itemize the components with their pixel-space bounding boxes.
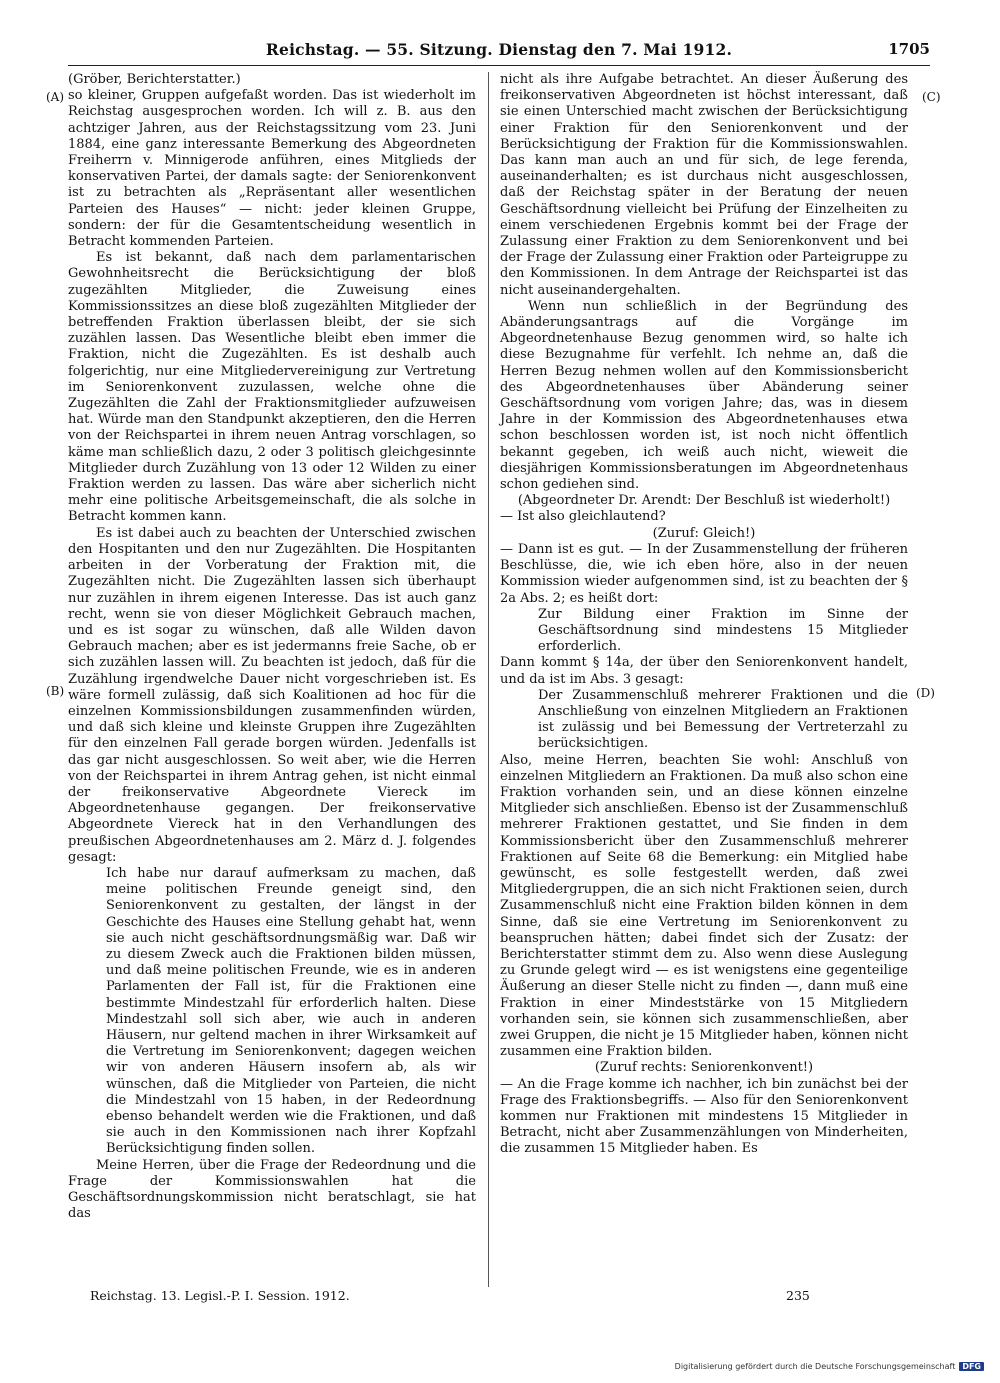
page-header xyxy=(68,40,930,66)
page-number: 1705 xyxy=(888,40,930,58)
right-column xyxy=(500,72,908,1158)
right-column-paragraph: Der Zusammenschluß mehrerer Fraktionen und die Anschließung von einzelnen Mitgliedern an Fraktionen ist zulässig und bei Bemessung der Vertreterzahl zu berücksichtigen. xyxy=(538,687,908,752)
left-column-paragraph: Meine Herren, über die Frage der Redeordnung und die Frage der Kommissionswahlen hat die Geschäftsordnungskommission nicht beratschlagt, sie hat das xyxy=(68,1157,476,1222)
right-column-paragraph: Wenn nun schließlich in der Begründung des Abänderungsantrags auf die Vorgänge im Abgeordnetenhause Bezug genommen wird, so halte ich diese Bezugnahme für verfehlt. Ich nehme an, daß die Herren Bezug nehmen wollen auf den Kommissionsbericht des Abgeordnetenhauses über Abänderung seiner Geschäftsordnung vom vorigen Jahre; das, was in diesem Jahre in der Kommission des Abgeordnetenhauses etwa schon beschlossen worden ist, ist noch nicht öffentlich bekannt gegeben, ich weiß auch nicht, wieweit die diesjährigen Kommissionsberatungen im Abgeordnetenhaus schon gediehen sind. xyxy=(500,298,908,493)
margin-label-b: (B) xyxy=(46,684,65,698)
right-column-paragraph: nicht als ihre Aufgabe betrachtet. An dieser Äußerung des freikonservativen Abgeordneten ist höchst interessant, daß sie einen Unterschied macht zwischen der Berücksichtigung einer Fraktion für den Seniorenkonvent und der Berücksichtigung der Fraktion für die Kommissionswahlen. Das kann man auch an und für sich, de lege ferenda, auseinanderhalten; es ist durchaus nicht ausgeschlossen, daß der Reichstag später in der Beratung der neuen Geschäftsordnung vielleicht bei Prüfung der Einzelheiten zu einem verschiedenen Ergebnis kommt bei der Frage der Zulassung einer Fraktion zu dem Seniorenkonvent und bei der Frage der Zulassung einer Fraktion oder Parteigruppe zu den Kommissionen. In dem Antrage der Reichspartei ist das nicht auseinandergehalten. xyxy=(500,72,908,298)
left-column-paragraph: Es ist bekannt, daß nach dem parlamentarischen Gewohnheitsrecht die Berücksichtigung der bloß zugezählten Mitglieder, die Zuweisung eines Kommissionssitzes an diese bloß zugezählten Mitglieder der betreffenden Fraktion überlassen bleibt, der sie sich zuzählen lassen. Das Wesentliche bleibt eben immer die Fraktion, nicht die Zugezählten. Es ist deshalb auch folgerichtig, nur eine Mitgliedervereinigung zur Vertretung im Seniorenkonvent zuzulassen, welche ohne die Zugezählten die Zahl der Fraktionsmitglieder aufzuweisen hat. Würde man den Standpunkt akzeptieren, den die Herren von der Reichspartei in ihrem neuen Antrag vorschlagen, so käme man schließlich dazu, 2 oder 3 politisch gleichgesinnte Mitglieder durch Zuzählung von 13 oder 12 Wilden zu einer Fraktion werden zu lassen. Das wäre aber sicherlich nicht mehr eine politische Arbeitsgemeinschaft, die als solche in Betracht kommen kann. xyxy=(68,250,476,525)
right-column-paragraph: — Dann ist es gut. — In der Zusammenstellung der früheren Beschlüsse, die, wie ich eben höre, also in der neuen Kommission wieder aufgenommen sind, ist zu beachten der § 2a Abs. 2; es heißt dort: xyxy=(500,541,908,606)
right-column-paragraph: — An die Frage komme ich nachher, ich bin zunächst bei der Frage des Fraktionsbegriffs. — Also für den Seniorenkonvent kommen nur Fraktionen mit mindestens 15 Mitglieder in Betracht, nicht aber Zusammenzählungen von Minderheiten, die zusammen 15 Mitglieder haben. Es xyxy=(500,1076,908,1157)
right-column-paragraph: Zur Bildung einer Fraktion im Sinne der Geschäftsordnung sind mindestens 15 Mitglieder erforderlich. xyxy=(538,606,908,655)
column-divider xyxy=(488,72,489,1287)
margin-label-d: (D) xyxy=(916,686,935,700)
running-title: Reichstag. — 55. Sitzung. Dienstag den 7. Mai 1912. xyxy=(265,40,733,59)
left-column-paragraph: Ich habe nur darauf aufmerksam zu machen, daß meine politischen Freunde geneigt sind, den Seniorenkonvent zu gestalten, der längst in der Geschichte des Hauses eine Stellung gehabt hat, wenn sie auch nicht geschäftsordnungsmäßig war. Daß wir zu diesem Zweck auch die Fraktionen bilden müssen, und daß meine politischen Freunde, wie es in anderen Parlamenten der Fall ist, für die Fraktionen eine bestimmte Mindestzahl für erforderlich halten. Diese Mindestzahl soll sich aber, wie auch in anderen Häusern, nur geltend machen in ihrer Wirksamkeit auf die Vertretung im Seniorenkonvent; dagegen weichen wir von anderen Häusern insofern ab, als wir wünschen, daß die Mitglieder von Parteien, die nicht die Mindestzahl von 15 haben, in der Redeordnung ebenso behandelt werden wie die Fraktionen, und daß sie auch in den Kommissionen nach ihrer Kopfzahl Berücksichtigung finden sollen. xyxy=(106,865,476,1157)
margin-label-a: (A) xyxy=(46,90,65,104)
right-column-paragraph: Also, meine Herren, beachten Sie wohl: Anschluß von einzelnen Mitgliedern an Fraktionen. Da muß also schon eine Fraktion vorhanden sein, und an diese können einzelne Mitglieder sich anschließen. Ebenso ist der Zusammenschluß mehrerer Fraktionen gestattet, und Sie finden in dem Kommissionsbericht über den Zusammenschluß mehrerer Fraktionen auf Seite 68 die Bemerkung: ein Mitglied habe gewünscht, es solle festgestellt werden, daß zwei Mitgliedergruppen, die an sich nicht Fraktionen seien, durch Zusammenschluß nicht eine Fraktion bilden können in dem Sinne, daß sie eine Vertretung im Seniorenkonvent zu beanspruchen hätten; dabei findet sich der Zusatz: der Berichterstatter stimmt dem zu. Also wenn diese Auslegung zu Grunde gelegt wird — es ist wenigstens eine gegenteilige Äußerung an dieser Stelle nicht zu finden —, dann muß eine Fraktion in einer Mindeststärke von 15 Mitgliedern vorhanden sein, sie können sich zusammenschließen, aber zwei Gruppen, die nicht je 15 Mitglieder haben, können nicht zusammen eine Fraktion bilden. xyxy=(500,752,908,1060)
header-rule xyxy=(68,65,930,66)
footer-session-info: Reichstag. 13. Legisl.-P. I. Session. 1912. xyxy=(90,1288,350,1303)
left-column-paragraph: so kleiner, Gruppen aufgefaßt worden. Das ist wiederholt im Reichstag ausgesprochen worden. Ich will z. B. aus den achtziger Jahren, aus der Reichstagssitzung vom 23. Juni 1884, eine ganz interessante Bemerkung des Abgeordneten Freiherrn v. Minnigerode anführen, eines Mitglieds der konservativen Partei, der damals sagte: der Seniorenkonvent ist zu betrachten als „Repräsentant aller wesentlichen Parteien des Hauses“ — nicht: jeder kleinen Gruppe, sondern: der für die Gesamtentscheidung wesentlich in Betracht kommenden Parteien. xyxy=(68,88,476,250)
right-column-paragraph: Dann kommt § 14a, der über den Seniorenkonvent handelt, und da ist im Abs. 3 gesagt: xyxy=(500,655,908,687)
right-column-paragraph: (Abgeordneter Dr. Arendt: Der Beschluß ist wiederholt!) xyxy=(517,493,891,509)
digitization-note: Digitalisierung gefördert durch die Deutsche Forschungsgemeinschaft xyxy=(674,1362,956,1371)
left-column-paragraph: Es ist dabei auch zu beachten der Unterschied zwischen den Hospitanten und den nur Zugezählten. Die Hospitanten arbeiten in der Vorberatung der Fraktion mit, die Zugezählten nicht. Die Zugezählten lassen sich überhaupt nur zuzählen in ihrem eigenen Interesse. Das ist auch ganz recht, wenn sie von dieser Möglichkeit Gebrauch machen, und es ist sogar zu wünschen, daß alle Wilden davon Gebrauch machen; aber es ist jedermanns freie Sache, ob er sich zuzählen lassen will. Zu beachten ist jedoch, daß für die Zuzählung irgendwelche Dauer nicht vorgeschrieben ist. Es wäre formell zulässig, daß sich Koalitionen ad hoc für die einzelnen Kommissionsbildungen zusammenfinden würden, und daß sich kleine und kleinste Gruppen ihre Zugezählten für den einzelnen Fall gerade borgen würden. Jedenfalls ist das gar nicht ausgeschlossen. So weit aber, wie die Herren von der Reichspartei in ihrem Antrag gehen, ist nicht einmal der freikonservative Abgeordnete Viereck im Abgeordnetenhause gegangen. Der freikonservative Abgeordnete Viereck hat in den Verhandlungen des preußischen Abgeordnetenhauses am 2. März d. J. folgendes gesagt: xyxy=(68,525,476,865)
footer-sheet-number: 235 xyxy=(786,1288,810,1303)
dfg-logo-icon: DFG xyxy=(959,1362,984,1371)
digitization-credit xyxy=(675,1362,984,1371)
right-column-paragraph: — Ist also gleichlautend? xyxy=(500,509,666,525)
left-column-paragraph: (Gröber, Berichterstatter.) xyxy=(68,72,241,87)
right-column-paragraph: (Zuruf: Gleich!) xyxy=(652,525,756,541)
left-column xyxy=(68,72,476,1222)
right-column-paragraph: (Zuruf rechts: Seniorenkonvent!) xyxy=(594,1060,814,1076)
margin-label-c: (C) xyxy=(922,90,941,104)
